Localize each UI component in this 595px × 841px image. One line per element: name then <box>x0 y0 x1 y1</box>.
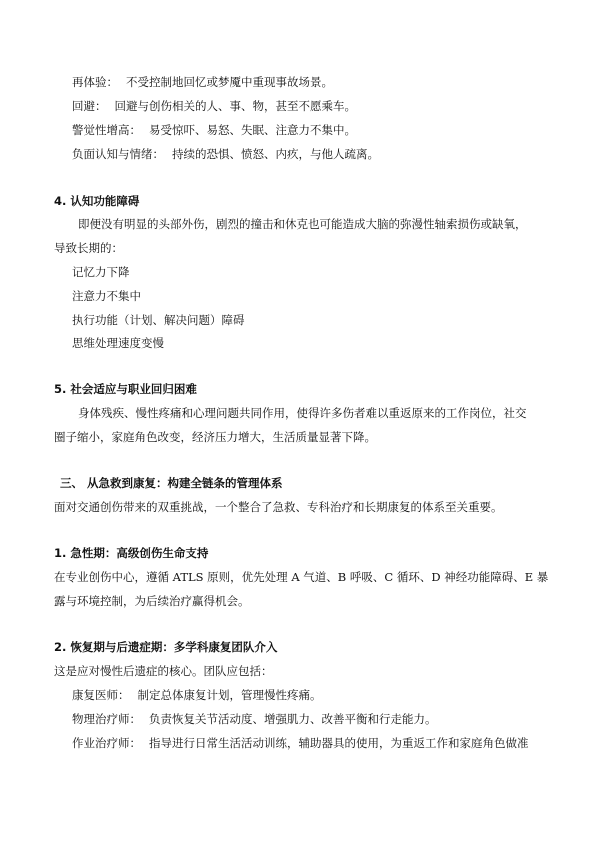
list-item: 注意力不集中 <box>72 289 141 303</box>
paragraph-line: 身体残疾、慢性疼痛和心理问题共同作用，使得许多伤者难以重返原来的工作岗位，社交 <box>78 406 527 420</box>
team-member-label: 康复医师： <box>72 688 130 702</box>
paragraph-line: 面对交通创伤带来的双重挑战，一个整合了急救、专科治疗和长期康复的体系至关重要。 <box>54 500 503 514</box>
team-member-rehab-physician <box>72 687 322 703</box>
ptsd-item-negative-cognition <box>72 146 379 162</box>
list-item: 执行功能（计划、解决问题）障碍 <box>72 313 245 327</box>
team-member-occupational-therapist <box>72 735 529 751</box>
ptsd-item-label: 负面认知与情绪： <box>72 147 164 161</box>
ptsd-item-text: 持续的恐惧、愤怒、内疚，与他人疏离。 <box>172 147 379 161</box>
paragraph-line: 这是应对慢性后遗症的核心。团队应包括： <box>54 664 273 678</box>
team-member-text: 负责恢复关节活动度、增强肌力、改善平衡和行走能力。 <box>149 712 437 726</box>
team-member-label: 物理治疗师： <box>72 712 141 726</box>
paragraph-line: 在专业创伤中心，遵循 ATLS 原则，优先处理 A 气道、B 呼吸、C 循环、D 神经功能障碍、E 暴 <box>54 570 549 584</box>
team-member-label: 作业治疗师： <box>72 736 141 750</box>
ptsd-item-label: 警觉性增高： <box>72 123 141 137</box>
team-member-physical-therapist <box>72 711 437 727</box>
ptsd-item-text: 易受惊吓、易怒、失眠、注意力不集中。 <box>149 123 356 137</box>
section-heading-cognitive: 4. 认知功能障碍 <box>54 194 140 208</box>
ptsd-item-label: 回避： <box>72 99 107 113</box>
team-member-text: 指导进行日常生活活动训练，辅助器具的使用，为重返工作和家庭角色做准 <box>149 736 529 750</box>
list-item: 记忆力下降 <box>72 265 130 279</box>
paragraph-line: 导致长期的： <box>54 241 123 255</box>
ptsd-item-text: 不受控制地回忆或梦魇中重现事故场景。 <box>126 75 333 89</box>
part-heading: 三、 从急救到康复：构建全链条的管理体系 <box>60 476 283 490</box>
paragraph-line: 露与环境控制，为后续治疗赢得机会。 <box>54 594 250 608</box>
ptsd-item-hyperarousal <box>72 122 356 138</box>
team-member-text: 制定总体康复计划，管理慢性疼痛。 <box>137 688 322 702</box>
list-item: 思维处理速度变慢 <box>72 336 164 350</box>
stage-heading-rehab: 2. 恢复期与后遗症期：多学科康复团队介入 <box>54 640 278 654</box>
stage-heading-acute: 1. 急性期：高级创伤生命支持 <box>54 546 209 560</box>
ptsd-item-text: 回避与创伤相关的人、事、物，甚至不愿乘车。 <box>114 99 356 113</box>
paragraph-line: 即便没有明显的头部外伤，剧烈的撞击和休克也可能造成大脑的弥漫性轴索损伤或缺氧， <box>78 217 527 231</box>
ptsd-item-label: 再体验： <box>72 75 118 89</box>
ptsd-item-avoidance <box>72 98 356 114</box>
paragraph-line: 圈子缩小，家庭角色改变，经济压力增大，生活质量显著下降。 <box>54 430 376 444</box>
section-heading-social: 5. 社会适应与职业回归困难 <box>54 382 197 396</box>
ptsd-item-reexperiencing <box>72 74 333 90</box>
